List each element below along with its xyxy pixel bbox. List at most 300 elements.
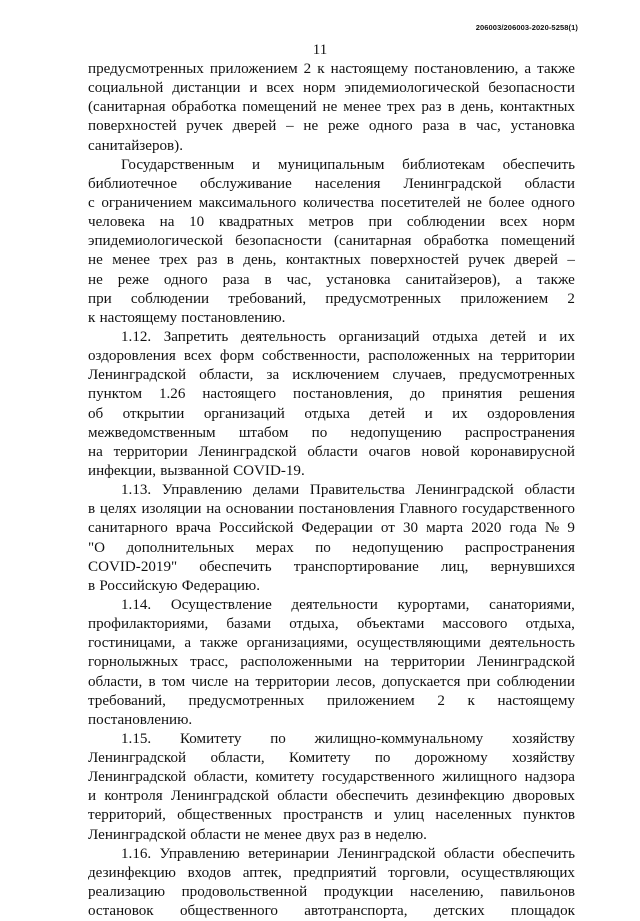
word: также (199, 635, 238, 652)
text-line (88, 290, 575, 309)
text-line (88, 175, 575, 194)
text-line (88, 730, 575, 749)
word: автотранспорта, (304, 903, 408, 920)
word: Ленинградской (88, 367, 187, 384)
word: эпидемиологической (88, 233, 223, 250)
text-line (88, 385, 575, 404)
word: настоящему (99, 309, 178, 326)
word: в (88, 501, 96, 518)
word: ветеринарии (248, 845, 330, 862)
word: принятия (442, 386, 503, 403)
word: ручек (186, 118, 223, 135)
text-line (88, 558, 575, 577)
word: контактных (499, 99, 575, 116)
word: контроля (104, 788, 163, 805)
word: предприятий (293, 864, 377, 881)
word: раз (421, 99, 442, 116)
word: а (184, 635, 192, 652)
word: расположенных (368, 348, 471, 365)
word: на (364, 654, 379, 671)
word: основании (225, 501, 294, 518)
word: расположенными (240, 654, 353, 671)
word: COVID-2019" (88, 558, 178, 575)
word: оздоровления (487, 405, 575, 422)
word: Ленинградской (88, 750, 187, 767)
word: 2 (437, 692, 445, 709)
word: в (447, 99, 455, 116)
word: день, (460, 99, 494, 116)
word: муниципальным (277, 156, 385, 173)
word: открытии (122, 405, 185, 422)
word: – (286, 118, 294, 135)
word: обработка (423, 233, 489, 250)
text-line (88, 328, 575, 347)
word: реализацию (88, 884, 165, 901)
word: дезинфекцию (416, 788, 505, 805)
word: 2 (303, 61, 312, 77)
word: по (311, 424, 328, 441)
word: детей (369, 405, 406, 422)
word: оздоровления (88, 348, 176, 365)
word: жилищного (442, 769, 518, 786)
text-line (88, 137, 575, 156)
text-line (88, 806, 575, 825)
text-line (88, 673, 575, 692)
word: за (266, 367, 280, 384)
word: обеспечить (335, 788, 409, 805)
word: не (244, 826, 260, 843)
word: день, (243, 252, 277, 269)
word: не (467, 194, 482, 211)
text-line (88, 864, 575, 883)
word: одного (368, 118, 413, 135)
word: и (374, 807, 383, 824)
word: Ленинградской (88, 826, 187, 843)
word: входов (187, 864, 232, 881)
word: области (190, 826, 241, 843)
text-line (88, 213, 575, 232)
word: Главного (399, 501, 458, 518)
word: менее (263, 826, 302, 843)
word: допускается (381, 673, 461, 690)
word: территорий, (88, 807, 166, 824)
word: постановлению. (181, 309, 286, 326)
word: санитарного (88, 520, 168, 537)
word: соблюдении (130, 290, 210, 307)
word: мерах (255, 539, 294, 556)
word: посетителей (380, 194, 461, 211)
word: № (544, 520, 560, 537)
word: изоляции (141, 501, 202, 518)
word: двух (305, 826, 336, 843)
word: области (277, 788, 328, 805)
word: Комитету (289, 750, 351, 767)
word: трасс, (190, 654, 229, 671)
word: всех (266, 80, 295, 97)
word: собственности, (262, 348, 361, 365)
word: обеспечить (199, 558, 272, 575)
word: 1.12. (121, 328, 152, 345)
word: на (159, 214, 175, 231)
word: дворовых (512, 788, 575, 805)
word: и (249, 80, 258, 97)
word: улиц (393, 807, 425, 824)
word: не (88, 252, 103, 269)
word: соблюдении (406, 214, 486, 231)
word: пространств (283, 807, 363, 824)
word: постановлению. (88, 711, 193, 728)
word: области, (193, 769, 248, 786)
word: одного (531, 194, 575, 211)
word: не (322, 99, 338, 116)
text-line (88, 711, 575, 730)
word: недопущению (350, 424, 442, 441)
word: дверей (232, 118, 277, 135)
word: требований, (88, 692, 166, 709)
word: одного (163, 271, 208, 288)
word: государственного (462, 501, 575, 518)
text-line (88, 577, 575, 596)
word: менее (343, 99, 382, 116)
word: области (443, 845, 495, 862)
word: продовольственной (181, 884, 308, 901)
word: и (538, 328, 547, 345)
word: не (303, 118, 319, 135)
word: Ленинградской (476, 654, 575, 671)
text-line (88, 539, 575, 558)
word: аптек, (242, 864, 282, 881)
text-line (88, 845, 575, 864)
word: том (161, 673, 186, 690)
word: на (478, 348, 493, 365)
word: года (509, 520, 537, 537)
word: "О (88, 539, 106, 556)
text-line (88, 462, 575, 481)
text-line (88, 251, 575, 270)
word: дезинфекцию (88, 864, 176, 881)
word: по (315, 539, 331, 556)
word: реже (117, 271, 149, 288)
word: при (466, 673, 491, 690)
word: в (88, 577, 96, 594)
text-line (88, 653, 575, 672)
word: делами (252, 482, 300, 499)
word: от (380, 520, 395, 537)
word: детских (433, 903, 485, 920)
word: час, (286, 271, 312, 288)
word: до (409, 386, 426, 403)
word: осуществляющих (461, 864, 575, 881)
word: 30 (402, 520, 419, 537)
word: настоящему (330, 61, 409, 77)
word: Ленинградской (198, 443, 297, 460)
document-body (88, 60, 575, 921)
word: территории (390, 654, 465, 671)
word: 1.13. (121, 482, 152, 499)
word: предусмотренных (88, 61, 204, 77)
word: Ленинградской (88, 769, 187, 786)
word: раза (422, 118, 450, 135)
word: горнолыжных (88, 654, 179, 671)
word: лесов, (335, 673, 376, 690)
word: раз (197, 252, 218, 269)
word: Государственным (121, 156, 235, 173)
word: не (88, 271, 103, 288)
word: объектами (356, 616, 425, 633)
word: метров (308, 214, 354, 231)
word: в (148, 673, 156, 690)
text-line (88, 366, 575, 385)
word: распространения (464, 424, 575, 441)
word: отдыха (304, 405, 350, 422)
word: павильонов (500, 884, 575, 901)
word: социальной (88, 80, 164, 97)
word: ручек (468, 252, 505, 269)
word: пунктом (88, 386, 143, 403)
word: отдыха (432, 328, 478, 345)
text-line (88, 615, 575, 634)
word: территории (113, 443, 188, 460)
word: 1.16. (121, 845, 152, 862)
word: марта (426, 520, 464, 537)
text-line (88, 826, 575, 845)
word: числе (191, 673, 229, 690)
word: Запретить (163, 328, 229, 345)
word: Ленинградской (403, 175, 502, 192)
word: санитайзеров). (88, 137, 183, 154)
text-line (88, 443, 575, 462)
word: максимального (198, 194, 297, 211)
word: профилакториями, (88, 616, 209, 633)
word: трех (159, 252, 188, 269)
word: Российскую (99, 577, 178, 594)
word: также (537, 271, 575, 288)
word: Федерацию. (181, 577, 260, 594)
text-line (88, 271, 575, 290)
word: их (452, 405, 468, 422)
word: торговли, (388, 864, 450, 881)
word: области (524, 175, 575, 192)
word: установка (510, 118, 575, 135)
word: Ленинградской (170, 788, 269, 805)
word: дополнительных (126, 539, 235, 556)
word: раз (339, 826, 360, 843)
word: безопасности (488, 80, 575, 97)
word: организаций (338, 328, 420, 345)
word: также (537, 61, 575, 77)
word: Ленинградской (337, 845, 436, 862)
word: 2020 (471, 520, 502, 537)
word: контактных (285, 252, 361, 269)
word: предусмотренных (325, 290, 442, 307)
text-line (88, 519, 575, 538)
word: и (88, 788, 97, 805)
word: по (374, 750, 391, 767)
word: приложением (460, 290, 549, 307)
word: в (459, 118, 467, 135)
text-line (88, 60, 575, 79)
word: всех (499, 214, 528, 231)
word: области, (210, 750, 265, 767)
word: трех (387, 99, 416, 116)
word: обработка (171, 99, 237, 116)
word: в (226, 252, 234, 269)
word: населения (314, 175, 381, 192)
word: лиц, (440, 558, 469, 575)
word: приложением (326, 692, 415, 709)
text-line (88, 98, 575, 117)
word: установка (326, 271, 391, 288)
text-line (88, 79, 575, 98)
text-line (88, 500, 575, 519)
word: межведомственным (88, 424, 216, 441)
word: (санитарная (88, 99, 166, 116)
word: требований, (228, 290, 307, 307)
word: Управлению (159, 845, 240, 862)
word: организациями, (246, 635, 348, 652)
word: курортами, (397, 596, 470, 613)
word: реже (327, 118, 360, 135)
word: эпидемиологической (344, 80, 480, 97)
word: соблюдении (496, 673, 575, 690)
word: дверей (514, 252, 559, 269)
word: квадратных (218, 214, 294, 231)
word: области (307, 443, 358, 460)
word: помещений (242, 99, 317, 116)
word: COVID-19. (233, 462, 305, 479)
word: общественного (179, 903, 278, 920)
text-line (88, 787, 575, 806)
word: 1.14. (121, 596, 152, 613)
word: приложением (209, 61, 298, 77)
text-line (88, 424, 575, 443)
word: поверхностей (88, 118, 177, 135)
word: случаев, (392, 367, 447, 384)
document-id: 206003/206003-2020-5258(1) (475, 23, 578, 32)
word: деятельность (240, 328, 327, 345)
word: Ленинградской (415, 482, 514, 499)
word: государственного (321, 769, 435, 786)
word: площадок (510, 903, 575, 920)
text-line (88, 692, 575, 711)
text-line (88, 596, 575, 615)
word: в (363, 826, 372, 843)
word: и (424, 405, 433, 422)
word: обеспечить (502, 156, 575, 173)
word: санитайзеров), (405, 271, 501, 288)
text-line (88, 634, 575, 653)
text-line (88, 232, 575, 251)
word: осуществляющими (356, 635, 481, 652)
word: дистанции (172, 80, 241, 97)
word: территории (255, 673, 330, 690)
word: 9 (567, 520, 575, 537)
word: человека (88, 214, 145, 231)
word: организаций (203, 405, 285, 422)
word: врача (175, 520, 211, 537)
word: норм (303, 80, 336, 97)
word: к (88, 309, 96, 326)
word: и (252, 156, 261, 173)
word: области (524, 482, 575, 499)
word: библиотечное (88, 175, 178, 192)
word: 2 (567, 290, 575, 307)
word: гостиницами, (88, 635, 176, 652)
word: библиотекам (402, 156, 485, 173)
word: предусмотренных (459, 367, 575, 384)
word: а (515, 271, 523, 288)
word: распространения (464, 539, 575, 556)
text-line (88, 749, 575, 768)
word: решения (519, 386, 575, 403)
word: санаториями, (489, 596, 575, 613)
word: вернувшихся (490, 558, 575, 575)
word: деятельность (489, 635, 575, 652)
word: по (270, 730, 286, 747)
word: общественных (177, 807, 272, 824)
text-line (88, 768, 575, 787)
word: на (88, 443, 103, 460)
word: предусмотренных (188, 692, 305, 709)
word: к (467, 692, 475, 709)
word: час, (476, 118, 501, 135)
word: Комитету (179, 730, 242, 747)
word: хозяйству (512, 730, 575, 747)
word: неделю. (375, 826, 427, 843)
word: инфекции, (88, 462, 156, 479)
word: недопущению (352, 539, 444, 556)
text-line (88, 902, 575, 921)
text-line (88, 481, 575, 500)
word: Осуществление (170, 596, 272, 613)
word: продукции (323, 884, 394, 901)
page-number: 11 (312, 42, 328, 58)
text-line (88, 117, 575, 136)
word: очагов (368, 443, 411, 460)
word: об (88, 405, 104, 422)
word: обеспечить (502, 845, 575, 862)
word: пунктов (523, 807, 575, 824)
word: надзора (524, 769, 575, 786)
word: 1.15. (121, 730, 152, 747)
word: норм (542, 214, 575, 231)
word: к (317, 61, 325, 77)
word: поверхностей (370, 252, 459, 269)
word: на (234, 673, 250, 690)
text-line (88, 156, 575, 175)
word: постановления, (293, 386, 393, 403)
word: вызванной (160, 462, 229, 479)
word: исключением (292, 367, 380, 384)
word: остановок (88, 903, 154, 920)
word: Федерации (301, 520, 373, 537)
word: а (524, 61, 532, 77)
word: обслуживание (200, 175, 292, 192)
word: – (567, 252, 575, 269)
text-line (88, 347, 575, 366)
word: настоящему (497, 692, 575, 709)
word: на (206, 501, 221, 518)
word: отдыха, (525, 616, 575, 633)
word: хозяйству (512, 750, 575, 767)
word: базами (226, 616, 272, 633)
word: постановлению, (414, 61, 519, 77)
word: области, (88, 673, 143, 690)
word: массового (442, 616, 508, 633)
word: транспортирование (293, 558, 419, 575)
word: Управлению (161, 482, 243, 499)
word: Правительства (309, 482, 405, 499)
